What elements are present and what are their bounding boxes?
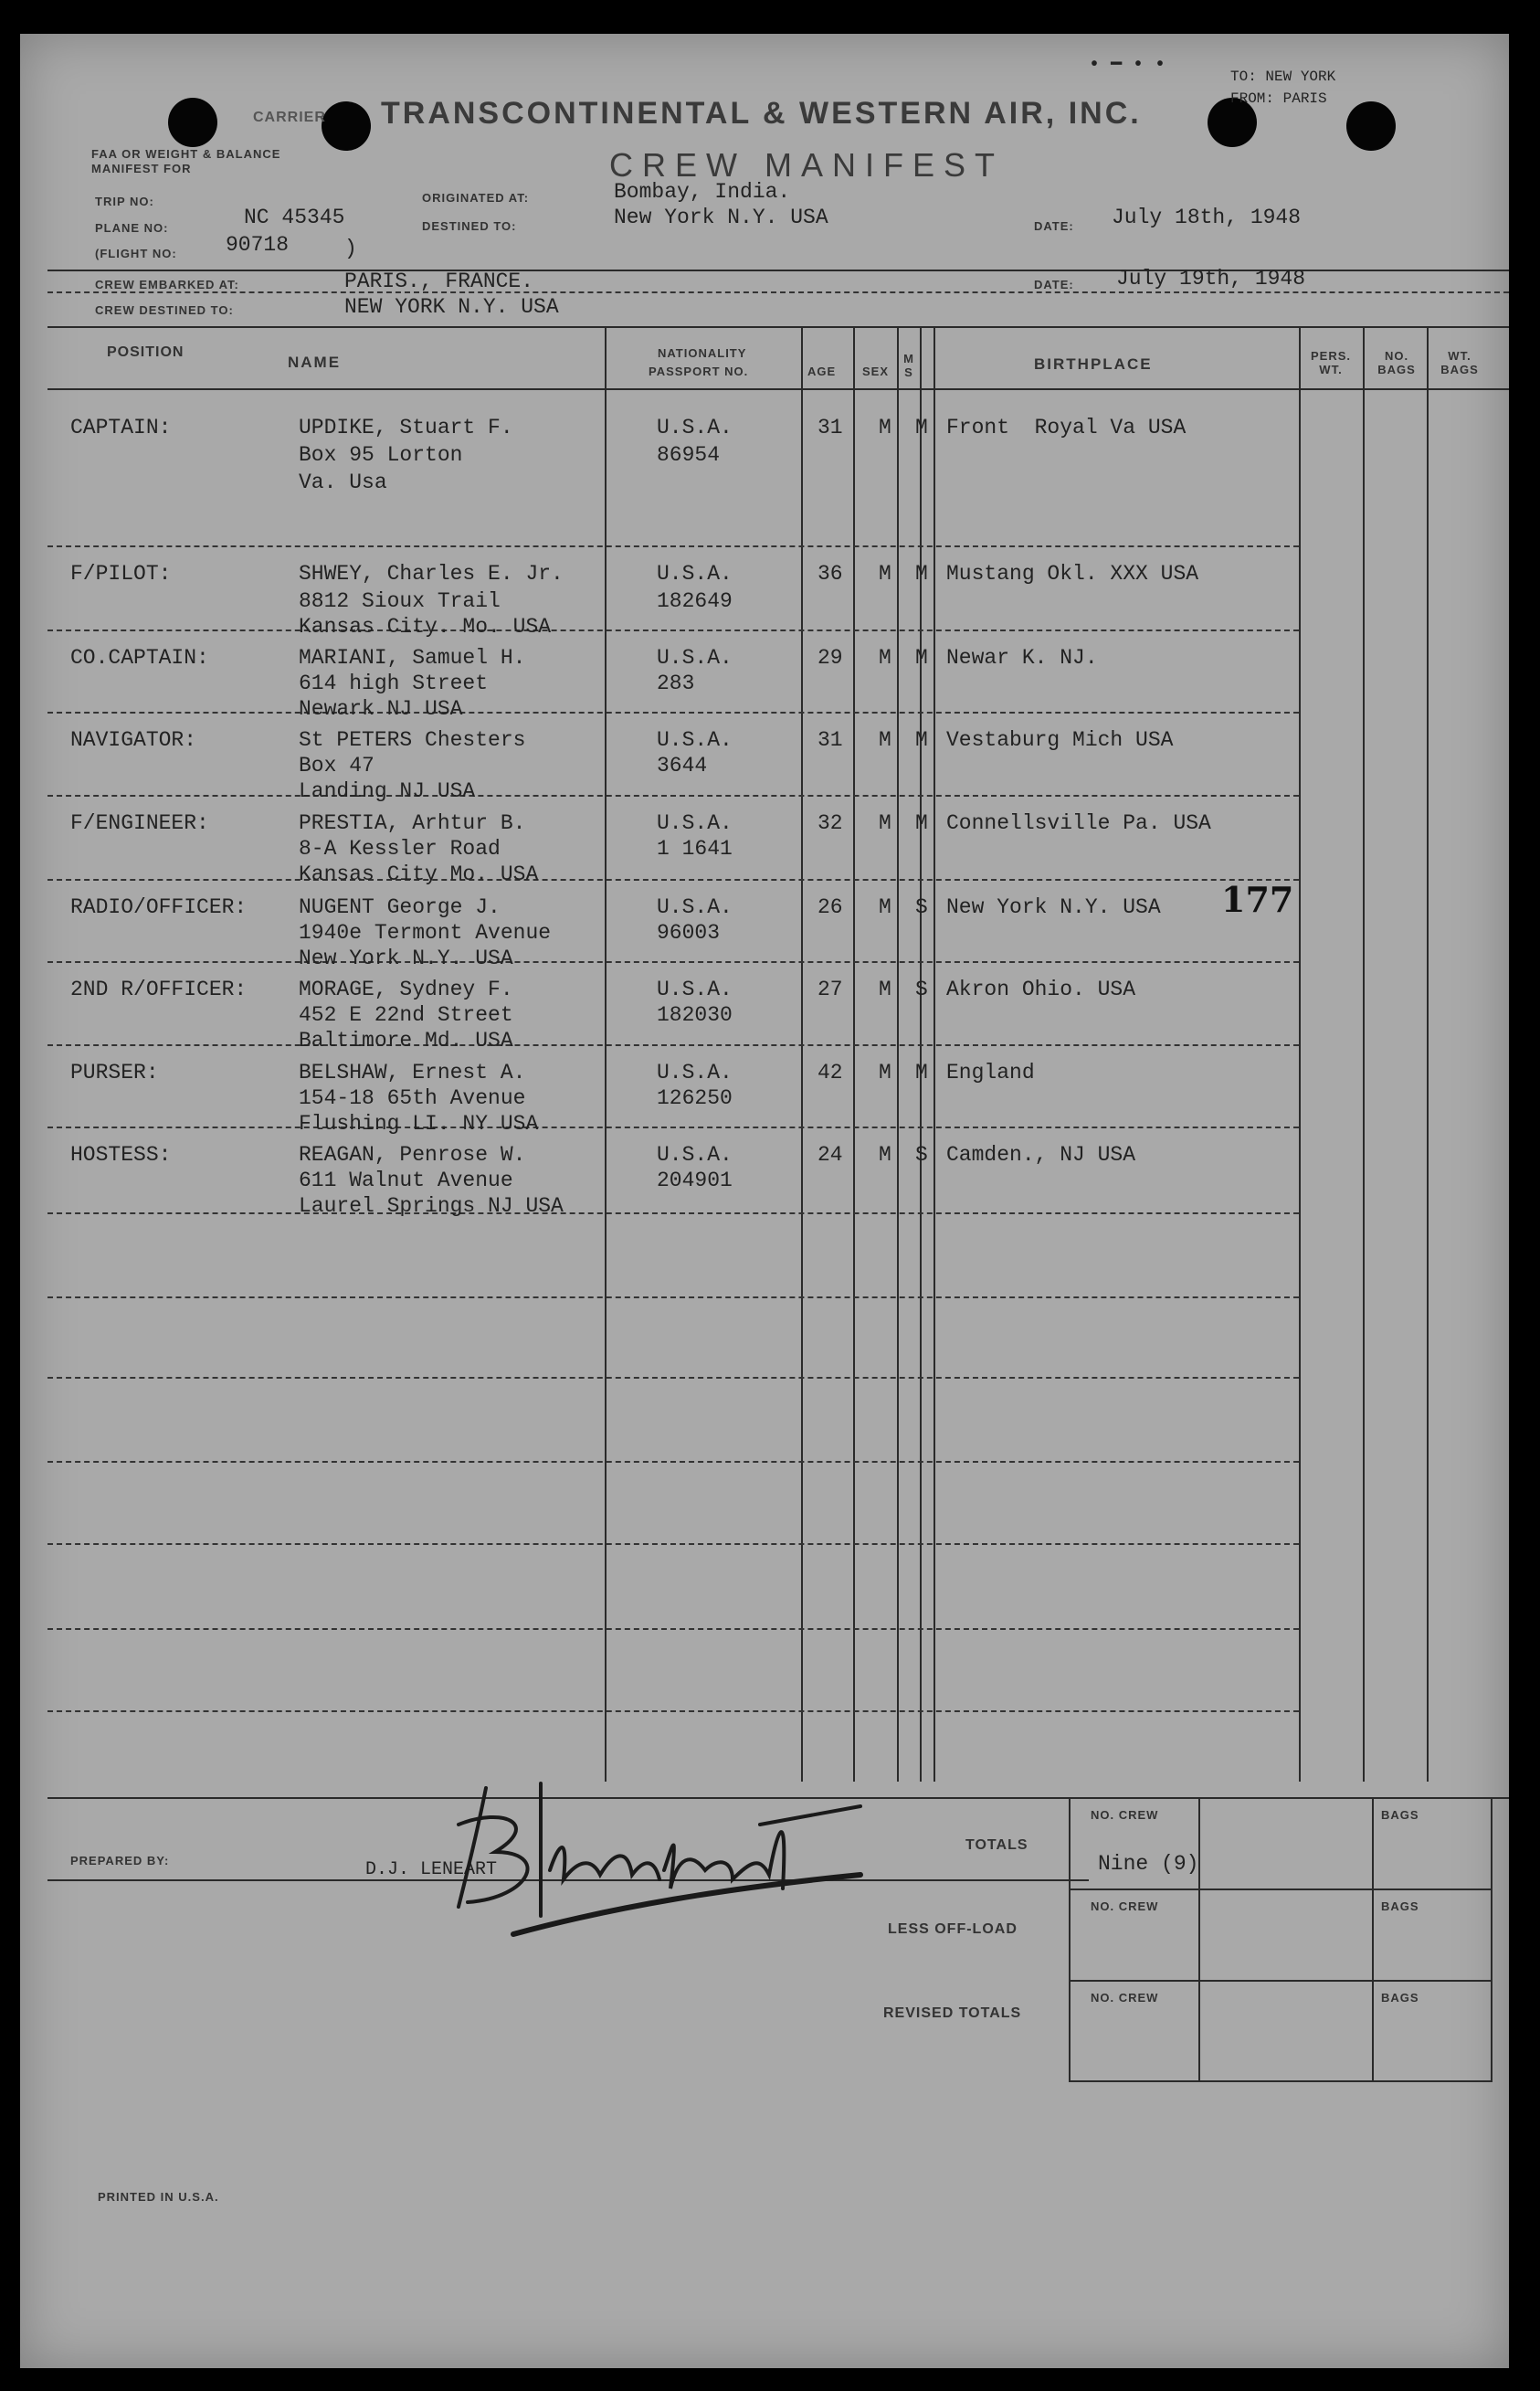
col-pers-wt: PERS. WT.	[1310, 349, 1351, 376]
printed-in-usa: PRINTED IN U.S.A.	[98, 2190, 219, 2204]
originated-value: Bombay, India.	[614, 180, 791, 204]
col-no-bags: NO. BAGS	[1377, 349, 1416, 376]
sex-cell: M	[879, 811, 891, 835]
passport-cell: 204901	[657, 1169, 733, 1192]
col-ms: M S	[903, 352, 914, 379]
flight-no-value: 90718	[226, 233, 290, 257]
sex-cell: M	[879, 416, 891, 439]
prepared-by-value: D.J. LENEART	[365, 1859, 498, 1880]
nationality-cell: U.S.A.	[657, 416, 733, 439]
nationality-cell: U.S.A.	[657, 1061, 733, 1084]
less-offload-label: LESS OFF-LOAD	[888, 1921, 1018, 1937]
address-line-2: New York N.Y. USA	[299, 947, 513, 970]
name-cell: NUGENT George J.	[299, 895, 501, 919]
totals-label: TOTALS	[965, 1837, 1028, 1853]
age-cell: 31	[817, 416, 843, 439]
to-label: TO:	[1230, 69, 1257, 85]
nationality-cell: U.S.A.	[657, 562, 733, 586]
company-name: TRANSCONTINENTAL & WESTERN AIR, INC.	[381, 96, 1142, 131]
passport-cell: 126250	[657, 1086, 733, 1110]
col-nationality: NATIONALITY	[658, 346, 747, 360]
passport-cell: 86954	[657, 443, 721, 467]
birthplace-cell: Front Royal Va USA	[946, 416, 1187, 439]
address-line-1: 1940e Termont Avenue	[299, 921, 552, 945]
address-line-1: 8812 Sioux Trail	[299, 589, 501, 613]
sex-cell: M	[879, 562, 891, 586]
birthplace-cell: England	[946, 1061, 1035, 1084]
marital-cell: M	[915, 728, 928, 752]
address-line-2: Laurel Springs NJ USA	[299, 1194, 564, 1218]
destined-value: New York N.Y. USA	[614, 206, 828, 229]
position-cell: RADIO/OFFICER:	[70, 895, 248, 919]
nationality-cell: U.S.A.	[657, 1143, 733, 1167]
signature-strokes	[459, 1783, 860, 1916]
date2-label: DATE:	[1034, 278, 1074, 291]
marital-cell: M	[915, 416, 928, 439]
col-sex: SEX	[862, 365, 890, 378]
passport-cell: 3644	[657, 754, 708, 778]
marital-cell: S	[915, 1143, 928, 1167]
plane-no-value: NC 45345	[244, 206, 345, 229]
birthplace-cell: Connellsville Pa. USA	[946, 811, 1211, 835]
totals-crew-value: Nine (9)	[1098, 1852, 1199, 1876]
originated-label: ORIGINATED AT:	[422, 191, 530, 205]
passport-cell: 96003	[657, 921, 721, 945]
position-cell: NAVIGATOR:	[70, 728, 197, 752]
crew-embarked-label: CREW EMBARKED AT:	[95, 278, 239, 291]
birthplace-cell: Akron Ohio. USA	[946, 978, 1136, 1001]
col-birthplace: BIRTHPLACE	[1034, 355, 1153, 373]
crew-destined-value: NEW YORK N.Y. USA	[344, 295, 559, 319]
address-line-2: Newark NJ USA	[299, 697, 463, 721]
address-line-1: 452 E 22nd Street	[299, 1003, 513, 1027]
passport-cell: 283	[657, 672, 695, 695]
age-cell: 32	[817, 811, 843, 835]
address-line-2: Baltimore Md. USA	[299, 1029, 513, 1053]
destined-label: DESTINED TO:	[422, 219, 517, 233]
marital-cell: M	[915, 646, 928, 670]
punch-hole-4	[1346, 101, 1396, 151]
prepared-by-label: PREPARED BY:	[70, 1854, 170, 1867]
top-marks: • ━ • •	[1089, 55, 1166, 76]
birthplace-cell: Vestaburg Mich USA	[946, 728, 1174, 752]
totals-box	[1069, 1797, 1493, 2082]
punch-hole-2	[322, 101, 371, 151]
name-cell: REAGAN, Penrose W.	[299, 1143, 526, 1167]
sex-cell: M	[879, 1061, 891, 1084]
age-cell: 31	[817, 728, 843, 752]
stamp-number: 177	[1221, 879, 1294, 920]
position-cell: HOSTESS:	[70, 1143, 172, 1167]
nationality-cell: U.S.A.	[657, 646, 733, 670]
form-subtitle-2: MANIFEST FOR	[91, 162, 192, 175]
carrier-label: CARRIER	[253, 110, 326, 125]
trip-no-label: TRIP NO:	[95, 195, 154, 208]
name-cell: St PETERS Chesters	[299, 728, 526, 752]
address-line-2: Landing NJ USA	[299, 779, 476, 803]
age-cell: 24	[817, 1143, 843, 1167]
name-cell: SHWEY, Charles E. Jr.	[299, 562, 564, 586]
sex-cell: M	[879, 978, 891, 1001]
address-line-1: 8-A Kessler Road	[299, 837, 501, 861]
revised-totals-label: REVISED TOTALS	[883, 2005, 1022, 2021]
from-value: PARIS	[1282, 90, 1327, 107]
signature	[431, 1770, 906, 1952]
age-cell: 27	[817, 978, 843, 1001]
marital-cell: M	[915, 1061, 928, 1084]
to-value: NEW YORK	[1265, 69, 1336, 85]
address-line-2: Kansas City Mo. USA	[299, 862, 539, 886]
passport-cell: 182030	[657, 1003, 733, 1027]
bags-label-2: BAGS	[1381, 1899, 1419, 1913]
age-cell: 36	[817, 562, 843, 586]
plane-no-label: PLANE NO:	[95, 221, 169, 235]
date-label: DATE:	[1034, 219, 1074, 233]
birthplace-cell: New York N.Y. USA	[946, 895, 1161, 919]
punch-hole-1	[168, 98, 217, 147]
no-crew-label-2: NO. CREW	[1091, 1899, 1159, 1913]
name-cell: MORAGE, Sydney F.	[299, 978, 513, 1001]
sex-cell: M	[879, 728, 891, 752]
name-cell: UPDIKE, Stuart F.	[299, 416, 513, 439]
name-cell: PRESTIA, Arhtur B.	[299, 811, 526, 835]
nationality-cell: U.S.A.	[657, 811, 733, 835]
position-cell: PURSER:	[70, 1061, 159, 1084]
sex-cell: M	[879, 895, 891, 919]
signature-underline	[513, 1875, 860, 1934]
crew-embarked-value: PARIS., FRANCE.	[344, 270, 534, 293]
from-label: FROM:	[1230, 90, 1275, 107]
position-cell: CO.CAPTAIN:	[70, 646, 209, 670]
birthplace-cell: Newar K. NJ.	[946, 646, 1098, 670]
address-line-2: Va. Usa	[299, 471, 387, 494]
age-cell: 26	[817, 895, 843, 919]
date-value: July 18th, 1948	[1112, 206, 1302, 229]
name-cell: BELSHAW, Ernest A.	[299, 1061, 526, 1084]
address-line-1: Box 95 Lorton	[299, 443, 463, 467]
passport-cell: 1 1641	[657, 837, 733, 861]
marital-cell: S	[915, 895, 928, 919]
form-subtitle-1: FAA OR WEIGHT & BALANCE	[91, 147, 281, 161]
nationality-cell: U.S.A.	[657, 728, 733, 752]
sex-cell: M	[879, 1143, 891, 1167]
address-line-1: 611 Walnut Avenue	[299, 1169, 513, 1192]
form-title: CREW MANIFEST	[609, 146, 1004, 184]
address-line-2: Kansas City. Mo. USA	[299, 615, 552, 639]
address-line-1: Box 47	[299, 754, 374, 778]
nationality-cell: U.S.A.	[657, 895, 733, 919]
position-cell: 2ND R/OFFICER:	[70, 978, 248, 1001]
bags-label-1: BAGS	[1381, 1808, 1419, 1822]
birthplace-cell: Camden., NJ USA	[946, 1143, 1136, 1167]
name-cell: MARIANI, Samuel H.	[299, 646, 526, 670]
position-cell: CAPTAIN:	[70, 416, 172, 439]
position-cell: F/ENGINEER:	[70, 811, 209, 835]
address-line-1: 154-18 65th Avenue	[299, 1086, 526, 1110]
age-cell: 42	[817, 1061, 843, 1084]
marital-cell: M	[915, 562, 928, 586]
age-cell: 29	[817, 646, 843, 670]
nationality-cell: U.S.A.	[657, 978, 733, 1001]
no-crew-label-1: NO. CREW	[1091, 1808, 1159, 1822]
col-wt-bags: WT. BAGS	[1440, 349, 1479, 376]
col-position: POSITION	[107, 344, 185, 360]
marital-cell: M	[915, 811, 928, 835]
marital-cell: S	[915, 978, 928, 1001]
col-passport: PASSPORT NO.	[649, 365, 749, 378]
sex-cell: M	[879, 646, 891, 670]
manifest-sheet: • ━ • • TO: NEW YORK FROM: PARIS CARRIER TRANSCONTINENTAL & WESTERN AIR, INC. CREW MANIFEST FAA OR WEIGHT & BALANCE MANIFEST FOR TRIP NO: PLANE NO: NC 45345 (FLIGHT NO: 90718 ) ORIGINATED AT: Bombay, India. DESTINED TO: New York N.Y. USA DATE: July 18th, 1948 CREW EMBARKED AT: PARIS., FRANCE. DATE: July 19th, 1948 CREW DESTINED TO: NEW YORK N.Y. USA POSITION NAME NATIONALITY PASSPORT NO. AGE SEX M S BIRTHPLACE PERS. WT. NO. BAGS WT. BAGS CAPTAIN: UPDIKE, Stuart F. Box 95 Lorton Va. Usa U.S.A. 86954 31 M M Front Royal Va USA F/PILOT: SHWEY, Charles E. Jr. 8812 Sioux Trail Kansas City. Mo. USA U.S.A. 182649 36 M M Mustang Okl. XXX USA CO.CAPTAIN: MARIANI, Samuel H. 614 high Street Newark NJ USA U.S.A. 283 29 M M Newar K. NJ. NAVIGATOR: St PETERS Chesters Box 47 Landing NJ USA U.S.A. 3644 31 M M Vestaburg Mich USA F/ENGINEER: PRESTIA, Arhtur B. 8-A Kessler Road Kansas City Mo. USA U.S.A. 1 1641 32 M M Connellsville Pa. USA RADIO/OFFICER: NUGENT George J. 1940e Termont Avenue New York N.Y. USA U.S.A. 96003 26 M S New York N.Y. USA 2ND R/OFFICER: MORAGE, Sydney F. 452 E 22nd Street Baltimore Md. USA U.S.A. 182030 27 M S Akron Ohio. USA PURSER: BELSHAW, Ernest A. 154-18 65th Avenue Flushing LI. NY USA U.S.A. 126250 42 M M England HOSTESS: REAGAN, Penrose W. 611 Walnut Avenue Laurel Springs NJ USA U.S.A. 204901 24 M S Camden., NJ USA 177 PREPARED BY: D.J. LENEART TOTALS LESS OFF-LOAD REVISED TOTALS NO. CREW Nine (9) BAGS NO. CREW BAGS NO. CREW BAGS PRINTED IN U.S.A.	[20, 34, 1509, 2368]
address-line-1: 614 high Street	[299, 672, 489, 695]
col-age: AGE	[807, 365, 837, 378]
position-cell: F/PILOT:	[70, 562, 172, 586]
flight-no-label: (FLIGHT NO:	[95, 247, 177, 260]
address-line-2: Flushing LI. NY USA	[299, 1112, 539, 1136]
no-crew-label-3: NO. CREW	[1091, 1991, 1159, 2005]
birthplace-cell: Mustang Okl. XXX USA	[946, 562, 1199, 586]
col-name: NAME	[288, 354, 342, 371]
crew-destined-label: CREW DESTINED TO:	[95, 303, 234, 317]
passport-cell: 182649	[657, 589, 733, 613]
date2-value: July 19th, 1948	[1116, 267, 1306, 291]
bags-label-3: BAGS	[1381, 1991, 1419, 2005]
